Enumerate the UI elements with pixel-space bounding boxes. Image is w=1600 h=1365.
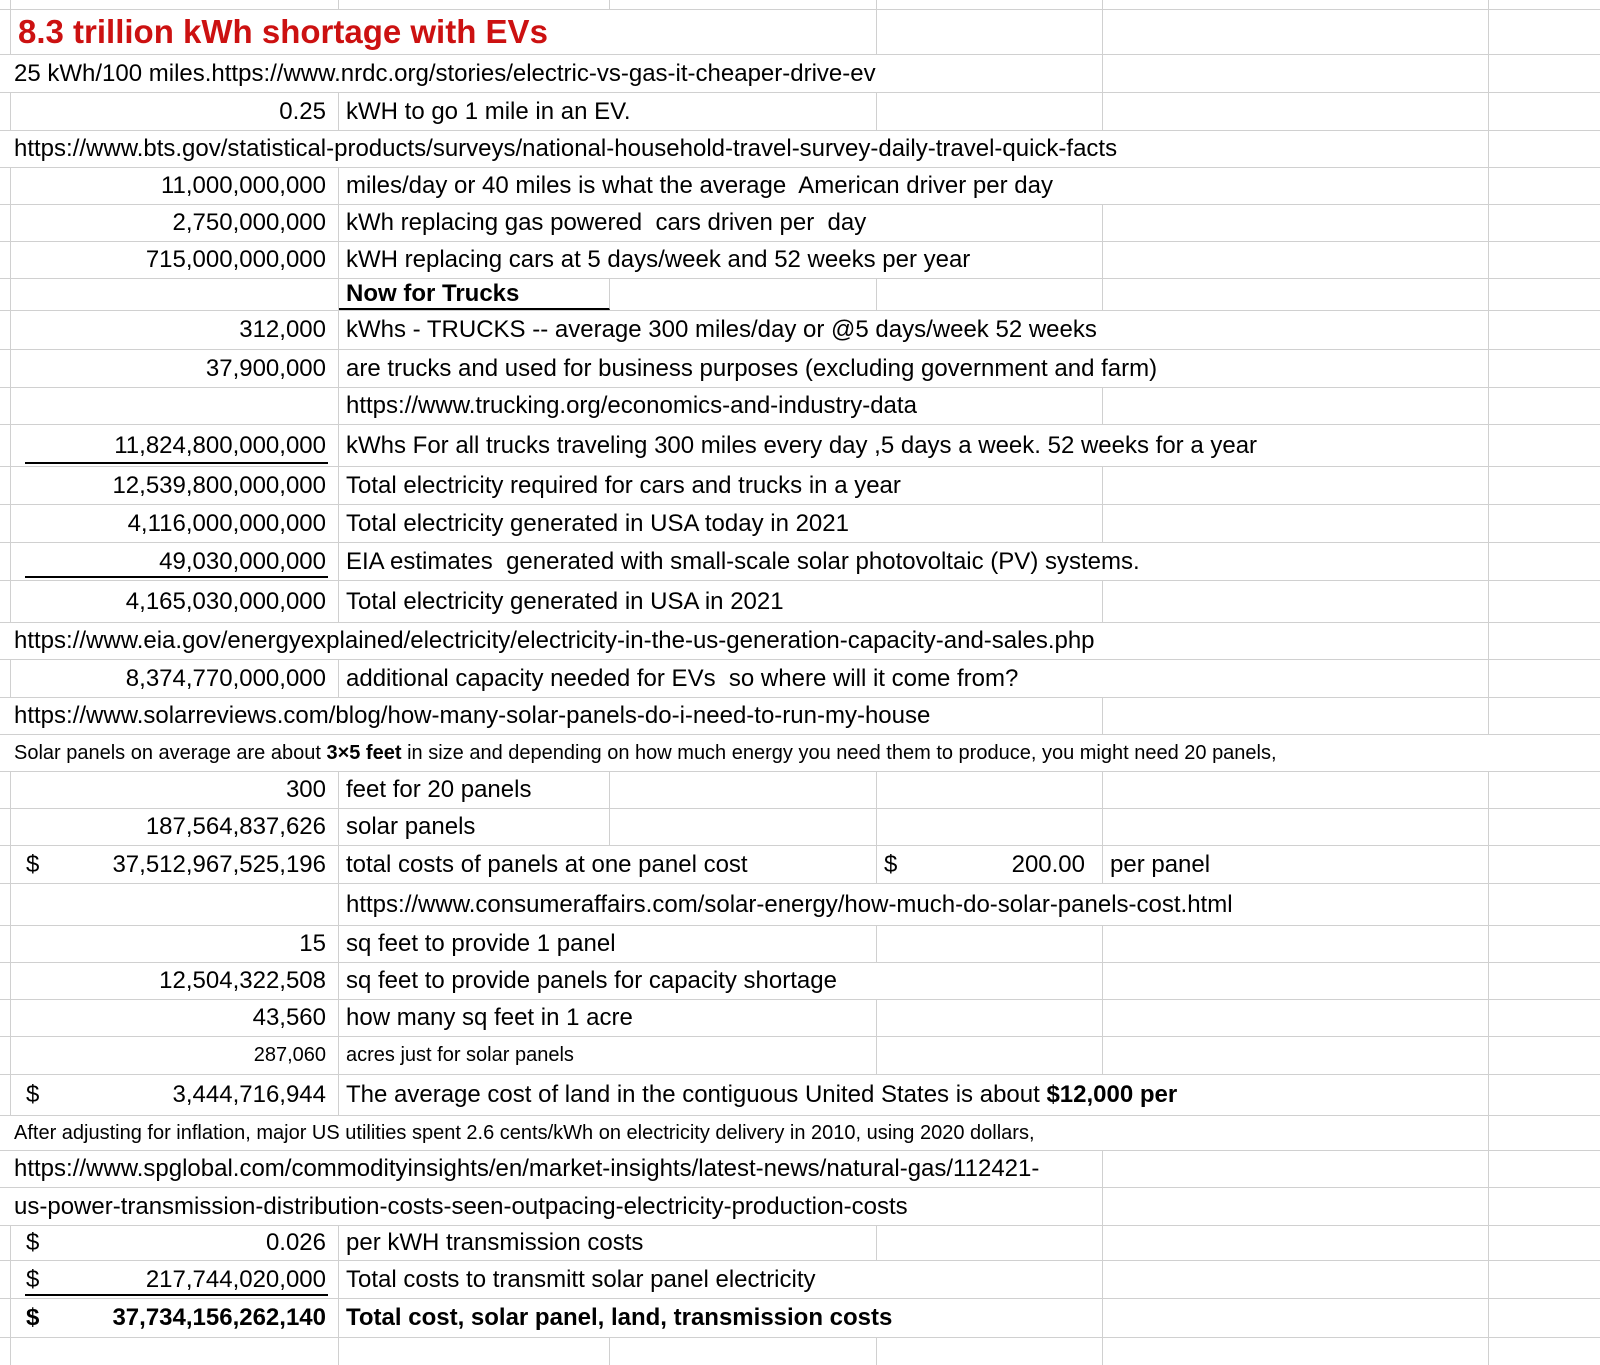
cell-text: 37,512,967,525,196 xyxy=(112,850,326,878)
spreadsheet-cell[interactable] xyxy=(1489,581,1600,622)
spreadsheet-cell[interactable] xyxy=(11,581,339,622)
cell-text: The average cost of land in the contiguous United States is about xyxy=(346,1081,1047,1108)
spreadsheet-cell[interactable] xyxy=(11,1338,339,1365)
spreadsheet-cell[interactable] xyxy=(0,388,11,424)
spreadsheet-row xyxy=(0,543,1600,581)
spreadsheet-cell[interactable] xyxy=(0,10,11,54)
spreadsheet-cell[interactable] xyxy=(0,242,11,278)
spreadsheet-cell[interactable] xyxy=(0,581,11,622)
cell-text: sq feet to provide panels for capacity shortage xyxy=(346,967,837,994)
spreadsheet-row xyxy=(0,10,1600,55)
cell-text: 11,824,800,000,000 xyxy=(114,431,326,459)
cell-text: EIA estimates generated with small-scale solar photovoltaic (PV) systems. xyxy=(346,547,1140,575)
spreadsheet-cell[interactable] xyxy=(877,926,1103,962)
spreadsheet-cell[interactable] xyxy=(1103,279,1489,310)
spreadsheet-cell[interactable] xyxy=(339,884,1489,925)
spreadsheet-cell[interactable] xyxy=(339,350,1489,387)
spreadsheet-cell[interactable] xyxy=(1103,1188,1489,1225)
spreadsheet-cell[interactable] xyxy=(610,809,877,845)
spreadsheet-row xyxy=(0,55,1600,93)
currency-symbol: $ xyxy=(26,1265,40,1293)
spreadsheet-cell[interactable] xyxy=(1103,467,1489,504)
spreadsheet-cell[interactable] xyxy=(1489,388,1600,424)
spreadsheet-cell[interactable] xyxy=(339,279,610,310)
spreadsheet-cell[interactable] xyxy=(1103,1037,1489,1074)
cell-text: kWH to go 1 mile in an EV. xyxy=(346,97,631,125)
spreadsheet-cell[interactable] xyxy=(0,55,1103,92)
spreadsheet-cell[interactable] xyxy=(339,467,1103,504)
cell-text: kWhs - TRUCKS -- average 300 miles/day or @5 days/week 52 weeks xyxy=(346,316,1097,343)
spreadsheet-cell[interactable] xyxy=(0,1188,1103,1225)
spreadsheet-cell[interactable] xyxy=(11,884,339,925)
spreadsheet-cell[interactable] xyxy=(1103,10,1489,54)
spreadsheet-cell[interactable] xyxy=(11,1037,339,1074)
cell-text: https://www.eia.gov/energyexplained/electricity/electricity-in-the-us-generation-capacity-and-sales.php xyxy=(14,627,1095,654)
spreadsheet-cell[interactable] xyxy=(1103,0,1489,9)
cell-text: https://www.trucking.org/economics-and-industry-data xyxy=(346,392,917,419)
spreadsheet-row xyxy=(0,93,1600,131)
spreadsheet-cell[interactable] xyxy=(11,350,339,387)
cell-text: 49,030,000,000 xyxy=(159,547,326,575)
spreadsheet-cell[interactable] xyxy=(0,1338,11,1365)
spreadsheet-cell[interactable] xyxy=(0,772,11,808)
spreadsheet-cell[interactable] xyxy=(877,1000,1103,1036)
cell-text: https://www.solarreviews.com/blog/how-many-solar-panels-do-i-need-to-run-my-house xyxy=(14,702,931,729)
spreadsheet-cell[interactable] xyxy=(0,1000,11,1036)
cell-text: 287,060 xyxy=(253,1044,326,1066)
spreadsheet-cell[interactable] xyxy=(1489,1338,1600,1365)
spreadsheet-cell[interactable] xyxy=(339,205,1103,241)
spreadsheet-cell[interactable] xyxy=(1489,1261,1600,1298)
spreadsheet-cell[interactable] xyxy=(1489,467,1600,504)
spreadsheet-cell[interactable] xyxy=(339,1226,877,1260)
spreadsheet-cell[interactable] xyxy=(339,1299,1103,1337)
spreadsheet-cell[interactable] xyxy=(1103,846,1489,883)
spreadsheet-cell[interactable] xyxy=(0,1261,11,1298)
spreadsheet-cell[interactable] xyxy=(339,581,1103,622)
cell-text: $12,000 per xyxy=(1046,1081,1178,1108)
cell-text: 3×5 feet xyxy=(326,741,402,764)
spreadsheet-cell[interactable] xyxy=(11,0,339,9)
spreadsheet-cell[interactable] xyxy=(1489,205,1600,241)
cell-text: 300 xyxy=(285,776,326,803)
spreadsheet-cell[interactable] xyxy=(877,1338,1103,1365)
spreadsheet-cell[interactable] xyxy=(0,623,1489,659)
spreadsheet-cell[interactable] xyxy=(339,425,1489,466)
currency-symbol: $ xyxy=(884,850,898,878)
spreadsheet-cell[interactable] xyxy=(877,279,1103,310)
cell-text: 217,744,020,000 xyxy=(145,1265,326,1293)
spreadsheet-row xyxy=(0,926,1600,963)
cell-text: Solar panels on average are about xyxy=(14,741,327,764)
cell-text: 3,444,716,944 xyxy=(172,1081,326,1108)
spreadsheet-row xyxy=(0,168,1600,205)
spreadsheet-row xyxy=(0,1299,1600,1338)
cell-text: 4,165,030,000,000 xyxy=(125,587,326,615)
spreadsheet-row xyxy=(0,1151,1600,1188)
spreadsheet-cell[interactable] xyxy=(1489,1299,1600,1337)
cell-text: 0.026 xyxy=(265,1229,326,1256)
spreadsheet-row xyxy=(0,1116,1600,1151)
spreadsheet-cell[interactable] xyxy=(1489,55,1600,92)
spreadsheet-cell[interactable] xyxy=(877,772,1103,808)
spreadsheet-cell[interactable] xyxy=(1103,926,1489,962)
cell-text: acres just for solar panels xyxy=(346,1044,574,1066)
spreadsheet-cell[interactable] xyxy=(0,1151,1103,1187)
spreadsheet-row xyxy=(0,350,1600,388)
spreadsheet-cell[interactable] xyxy=(0,543,11,580)
spreadsheet-cell[interactable] xyxy=(11,809,339,845)
spreadsheet-row xyxy=(0,1075,1600,1116)
cell-text: 715,000,000,000 xyxy=(145,246,326,273)
cell-text: us-power-transmission-distribution-costs-seen-outpacing-electricity-production-costs xyxy=(14,1192,908,1220)
spreadsheet-cell[interactable] xyxy=(11,1261,339,1298)
spreadsheet-row xyxy=(0,205,1600,242)
cell-text: are trucks and used for business purposes (excluding government and farm) xyxy=(346,354,1158,382)
spreadsheet-cell[interactable] xyxy=(11,543,339,580)
spreadsheet-cell[interactable] xyxy=(1103,581,1489,622)
spreadsheet-cell[interactable] xyxy=(1103,1299,1489,1337)
cell-text: 37,900,000 xyxy=(205,354,326,382)
spreadsheet-cell[interactable] xyxy=(0,425,11,466)
spreadsheet-cell[interactable] xyxy=(610,1338,877,1365)
spreadsheet-cell[interactable] xyxy=(339,1261,1103,1298)
spreadsheet-cell[interactable] xyxy=(610,772,877,808)
cell-text: 15 xyxy=(299,930,326,957)
cell-text: additional capacity needed for EVs so where will it come from? xyxy=(346,664,1019,692)
spreadsheet-row xyxy=(0,131,1600,168)
spreadsheet-cell[interactable] xyxy=(339,543,1489,580)
spreadsheet-row xyxy=(0,1226,1600,1261)
spreadsheet-cell[interactable] xyxy=(11,660,339,697)
spreadsheet-cell[interactable] xyxy=(0,1037,11,1074)
spreadsheet-cell[interactable] xyxy=(0,735,1600,771)
spreadsheet-cell[interactable] xyxy=(339,772,610,808)
cell-text: 4,116,000,000,000 xyxy=(127,509,326,537)
spreadsheet-cell[interactable] xyxy=(1103,1000,1489,1036)
spreadsheet-cell[interactable] xyxy=(1103,55,1489,92)
spreadsheet-cell[interactable] xyxy=(11,772,339,808)
spreadsheet-cell[interactable] xyxy=(1489,1151,1600,1187)
spreadsheet-cell[interactable] xyxy=(11,926,339,962)
spreadsheet-cell[interactable] xyxy=(1103,1338,1489,1365)
cell-text: Total costs to transmitt solar panel electricity xyxy=(346,1265,816,1293)
spreadsheet-cell[interactable] xyxy=(1103,1151,1489,1187)
cell-text: Total electricity required for cars and trucks in a year xyxy=(346,471,901,499)
spreadsheet-cell[interactable] xyxy=(11,846,339,883)
spreadsheet-cell[interactable] xyxy=(1489,660,1600,697)
spreadsheet-cell[interactable] xyxy=(339,1037,877,1074)
cell-text: solar panels xyxy=(346,813,476,840)
spreadsheet-cell[interactable] xyxy=(1489,1037,1600,1074)
spreadsheet-cell[interactable] xyxy=(610,279,877,310)
spreadsheet-cell[interactable] xyxy=(0,279,11,310)
spreadsheet-cell[interactable] xyxy=(339,1075,1489,1115)
spreadsheet-cell[interactable] xyxy=(1489,1116,1600,1150)
spreadsheet-cell[interactable] xyxy=(11,963,339,999)
spreadsheet-cell[interactable] xyxy=(1489,772,1600,808)
spreadsheet-cell[interactable] xyxy=(0,698,1103,734)
cell-text: Now for Trucks xyxy=(346,279,520,307)
spreadsheet-row xyxy=(0,735,1600,772)
spreadsheet-cell[interactable] xyxy=(0,1299,11,1337)
spreadsheet-cell[interactable] xyxy=(0,205,11,241)
spreadsheet-cell[interactable] xyxy=(0,131,1489,167)
spreadsheet-cell[interactable] xyxy=(0,505,11,542)
spreadsheet-cell[interactable] xyxy=(1103,772,1489,808)
spreadsheet-row xyxy=(0,425,1600,467)
spreadsheet-row xyxy=(0,884,1600,926)
spreadsheet-cell[interactable] xyxy=(1489,311,1600,349)
spreadsheet-row xyxy=(0,1037,1600,1075)
spreadsheet-cell[interactable] xyxy=(1489,93,1600,130)
spreadsheet-cell[interactable] xyxy=(1489,1000,1600,1036)
spreadsheet-row xyxy=(0,846,1600,884)
cell-text: sq feet to provide 1 panel xyxy=(346,930,616,957)
spreadsheet-row xyxy=(0,581,1600,623)
spreadsheet-row xyxy=(0,1188,1600,1226)
currency-symbol: $ xyxy=(26,1229,40,1256)
spreadsheet-cell[interactable] xyxy=(1489,926,1600,962)
spreadsheet-cell[interactable] xyxy=(0,0,11,9)
cell-text: kWhs For all trucks traveling 300 miles every day ,5 days a week. 52 weeks for a year xyxy=(346,431,1258,459)
spreadsheet-cell[interactable] xyxy=(1489,543,1600,580)
cell-text: 187,564,837,626 xyxy=(145,813,326,840)
spreadsheet-cell[interactable] xyxy=(339,505,1103,542)
spreadsheet-cell[interactable] xyxy=(0,350,11,387)
spreadsheet-cell[interactable] xyxy=(0,1075,11,1115)
cell-text: kWH replacing cars at 5 days/week and 52 weeks per year xyxy=(346,246,971,273)
spreadsheet-row xyxy=(0,963,1600,1000)
spreadsheet-cell[interactable] xyxy=(1489,623,1600,659)
spreadsheet-row xyxy=(0,1261,1600,1299)
cell-text: https://www.bts.gov/statistical-products/surveys/national-household-travel-survey-daily-travel-quick-facts xyxy=(14,135,1118,162)
spreadsheet-cell[interactable] xyxy=(339,926,877,962)
cell-text: https://www.consumeraffairs.com/solar-energy/how-much-do-solar-panels-cost.html xyxy=(346,890,1233,918)
cell-text: Total electricity generated in USA today in 2021 xyxy=(346,509,849,537)
spreadsheet-cell[interactable] xyxy=(11,425,339,466)
spreadsheet-cell[interactable] xyxy=(1489,350,1600,387)
spreadsheet-cell[interactable] xyxy=(11,1299,339,1337)
spreadsheet-cell[interactable] xyxy=(1103,809,1489,845)
cell-text: per panel xyxy=(1110,850,1211,878)
spreadsheet-row xyxy=(0,388,1600,425)
spreadsheet-cell[interactable] xyxy=(1103,205,1489,241)
cell-text: in size and depending on how much energy you need them to produce, you might need 20 panels, xyxy=(401,741,1277,764)
cell-text: 8.3 trillion kWh shortage with EVs xyxy=(18,13,548,50)
spreadsheet-cell[interactable] xyxy=(877,10,1103,54)
spreadsheet-cell[interactable] xyxy=(610,0,877,9)
spreadsheet-cell[interactable] xyxy=(1489,168,1600,204)
spreadsheet-cell[interactable] xyxy=(0,926,11,962)
spreadsheet-cell[interactable] xyxy=(877,809,1103,845)
spreadsheet-cell[interactable] xyxy=(11,93,339,130)
spreadsheet-cell[interactable] xyxy=(1489,1188,1600,1225)
spreadsheet-cell[interactable] xyxy=(1489,0,1600,9)
spreadsheet-cell[interactable] xyxy=(339,846,877,883)
spreadsheet-cell[interactable] xyxy=(1103,698,1489,734)
currency-symbol: $ xyxy=(26,1304,40,1331)
cell-text: 8,374,770,000,000 xyxy=(125,664,326,692)
spreadsheet-cell[interactable] xyxy=(1489,131,1600,167)
cell-text: 25 kWh/100 miles.https://www.nrdc.org/stories/electric-vs-gas-it-cheaper-drive-ev xyxy=(14,59,876,87)
spreadsheet-row xyxy=(0,809,1600,846)
cell-text: how many sq feet in 1 acre xyxy=(346,1004,633,1031)
cell-text: total costs of panels at one panel cost xyxy=(346,850,748,878)
spreadsheet-row xyxy=(0,1000,1600,1037)
spreadsheet-row xyxy=(0,0,1600,10)
spreadsheet-row xyxy=(0,279,1600,311)
spreadsheet-cell[interactable] xyxy=(339,1000,877,1036)
spreadsheet-cell[interactable] xyxy=(1103,1226,1489,1260)
spreadsheet-row xyxy=(0,623,1600,660)
cell-text: Total cost, solar panel, land, transmission costs xyxy=(346,1304,893,1331)
cell-text: After adjusting for inflation, major US utilities spent 2.6 cents/kWh on electricity delivery in 2010, using 2020 dollars, xyxy=(14,1121,1035,1144)
spreadsheet-cell[interactable] xyxy=(339,311,1489,349)
spreadsheet-cell[interactable] xyxy=(11,388,339,424)
spreadsheet-cell[interactable] xyxy=(339,809,610,845)
spreadsheet-cell[interactable] xyxy=(1489,505,1600,542)
spreadsheet-cell[interactable] xyxy=(877,93,1103,130)
spreadsheet-cell[interactable] xyxy=(11,1075,339,1115)
spreadsheet-cell[interactable] xyxy=(0,311,11,349)
spreadsheet-cell[interactable] xyxy=(11,242,339,278)
spreadsheet-cell[interactable] xyxy=(339,1338,610,1365)
spreadsheet-row xyxy=(0,505,1600,543)
spreadsheet-cell[interactable] xyxy=(339,388,1103,424)
cell-text: 12,539,800,000,000 xyxy=(112,471,326,499)
spreadsheet-cell[interactable] xyxy=(339,660,1489,697)
spreadsheet-cell[interactable] xyxy=(1489,846,1600,883)
spreadsheet-cell[interactable] xyxy=(1489,1075,1600,1115)
spreadsheet-cell[interactable] xyxy=(1489,242,1600,278)
spreadsheet-cell[interactable] xyxy=(11,168,339,204)
spreadsheet-cell[interactable] xyxy=(877,846,1103,883)
cell-text: 12,504,322,508 xyxy=(159,967,326,994)
spreadsheet-cell[interactable] xyxy=(1103,242,1489,278)
spreadsheet-cell[interactable] xyxy=(11,467,339,504)
spreadsheet-cell[interactable] xyxy=(1103,1261,1489,1298)
spreadsheet-cell[interactable] xyxy=(0,168,11,204)
spreadsheet-cell[interactable] xyxy=(1489,1226,1600,1260)
spreadsheet-cell[interactable] xyxy=(339,0,610,9)
spreadsheet-cell[interactable] xyxy=(339,242,1103,278)
cell-text: feet for 20 panels xyxy=(346,776,532,803)
spreadsheet-row xyxy=(0,467,1600,505)
spreadsheet-cell[interactable] xyxy=(0,660,11,697)
spreadsheet-cell[interactable] xyxy=(0,884,11,925)
spreadsheet-row xyxy=(0,772,1600,809)
spreadsheet-cell[interactable] xyxy=(0,1226,11,1260)
spreadsheet-cell[interactable] xyxy=(11,279,339,310)
spreadsheet-cell[interactable] xyxy=(339,93,877,130)
spreadsheet-cell[interactable] xyxy=(11,1000,339,1036)
spreadsheet-cell[interactable] xyxy=(1103,963,1489,999)
spreadsheet-row xyxy=(0,1338,1600,1365)
spreadsheet-cell[interactable] xyxy=(1489,809,1600,845)
cell-text: 0.25 xyxy=(279,97,326,125)
spreadsheet-cell[interactable] xyxy=(0,467,11,504)
spreadsheet-cell[interactable] xyxy=(11,505,339,542)
spreadsheet-cell[interactable] xyxy=(1103,93,1489,130)
spreadsheet-cell[interactable] xyxy=(339,168,1489,204)
spreadsheet-row xyxy=(0,660,1600,698)
cell-text: per kWH transmission costs xyxy=(346,1229,644,1256)
cell-text: 43,560 xyxy=(252,1004,326,1031)
spreadsheet-cell[interactable] xyxy=(1489,963,1600,999)
spreadsheet-cell[interactable] xyxy=(0,809,11,845)
spreadsheet-cell[interactable] xyxy=(339,963,1103,999)
spreadsheet-cell[interactable] xyxy=(1489,698,1600,734)
spreadsheet-cell[interactable] xyxy=(1103,388,1489,424)
spreadsheet-cell[interactable] xyxy=(1489,279,1600,310)
spreadsheet-cell[interactable] xyxy=(877,0,1103,9)
currency-symbol: $ xyxy=(26,850,40,878)
cell-text: 312,000 xyxy=(239,316,326,343)
spreadsheet-cell[interactable] xyxy=(0,963,11,999)
spreadsheet-row xyxy=(0,311,1600,350)
spreadsheet-cell[interactable] xyxy=(0,846,11,883)
spreadsheet-cell[interactable] xyxy=(0,93,11,130)
spreadsheet-cell[interactable] xyxy=(1489,425,1600,466)
cell-text: miles/day or 40 miles is what the average American driver per day xyxy=(346,172,1053,199)
spreadsheet-cell[interactable] xyxy=(0,1116,1489,1150)
cell-text: Total electricity generated in USA in 2021 xyxy=(346,587,784,615)
cell-text: kWh replacing gas powered cars driven per day xyxy=(346,209,867,236)
cell-text: 2,750,000,000 xyxy=(172,209,326,236)
spreadsheet-cell[interactable] xyxy=(1103,505,1489,542)
currency-symbol: $ xyxy=(26,1081,40,1108)
spreadsheet-row xyxy=(0,698,1600,735)
spreadsheet-cell[interactable] xyxy=(877,1037,1103,1074)
spreadsheet-cell[interactable] xyxy=(1489,10,1600,54)
spreadsheet-cell[interactable] xyxy=(11,1226,339,1260)
spreadsheet-cell[interactable] xyxy=(11,205,339,241)
spreadsheet-cell[interactable] xyxy=(877,1226,1103,1260)
sheet-title-cell[interactable] xyxy=(11,10,877,54)
cell-text: 37,734,156,262,140 xyxy=(112,1304,326,1331)
spreadsheet-row xyxy=(0,242,1600,279)
spreadsheet-cell[interactable] xyxy=(11,311,339,349)
cell-text: https://www.spglobal.com/commodityinsights/en/market-insights/latest-news/natural-gas/112421- xyxy=(14,1155,1040,1182)
cell-text: 11,000,000,000 xyxy=(160,172,326,199)
cell-text: 200.00 xyxy=(1011,850,1085,878)
spreadsheet-cell[interactable] xyxy=(1489,884,1600,925)
